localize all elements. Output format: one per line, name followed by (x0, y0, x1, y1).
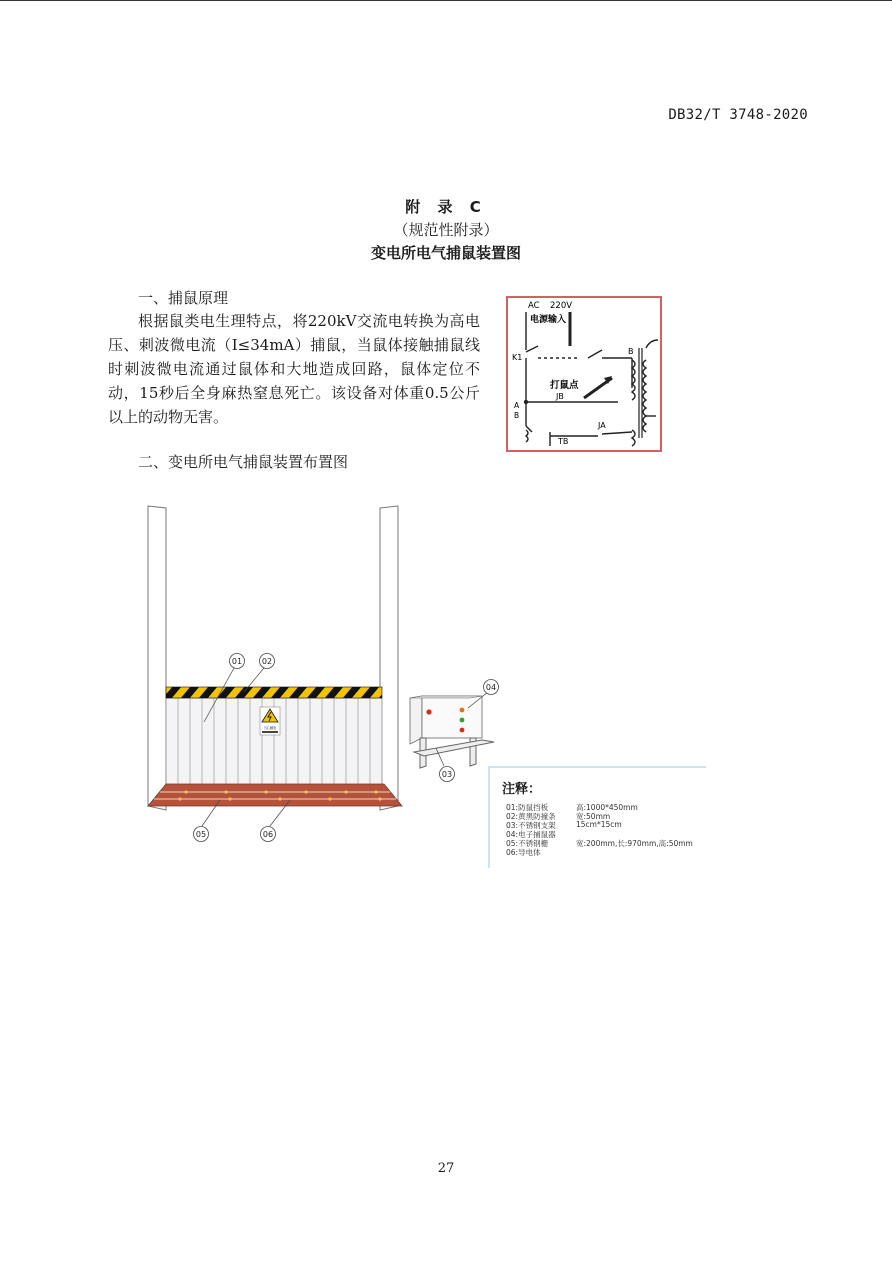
note-spec: 宽:50mm (576, 812, 611, 821)
callout-03: 03 (441, 770, 453, 779)
notes-title: 注释： (502, 782, 542, 797)
section-1-heading: 一、捕鼠原理 (138, 289, 229, 307)
note-label: 05:不锈钢栅 (506, 839, 549, 848)
section-2-heading: 二、变电所电气捕鼠装置布置图 (138, 453, 349, 471)
circuit-label-jb: JB (556, 392, 564, 401)
note-label: 02:黄黑防撞条 (506, 812, 556, 821)
appendix-type: （规范性附录） (393, 221, 499, 239)
note-spec: 宽:200mm,长:970mm,高:50mm (576, 839, 693, 848)
conductive-grating (148, 784, 402, 806)
circuit-label-ac: AC (528, 301, 540, 311)
wall-right (380, 506, 398, 810)
notes-legend (488, 766, 706, 868)
note-label: 03:不锈钢支架 (506, 821, 556, 830)
callout-02: 02 (261, 657, 273, 666)
circuit-label-tb: TB (558, 437, 569, 446)
page-number: 27 (437, 1161, 455, 1176)
hazard-stripe (166, 687, 382, 698)
note-label: 06:导电体 (506, 848, 541, 857)
circuit-label-voltage: 220V (550, 301, 573, 311)
circuit-label-ja: JA (598, 421, 606, 430)
circuit-label-k1: K1 (512, 353, 523, 362)
note-item (506, 847, 541, 858)
note-spec: 15cm*15cm (576, 820, 622, 829)
warning-sign-text: 当心触电 (263, 726, 277, 730)
callout-04: 04 (485, 683, 497, 692)
circuit-label-a: A (514, 401, 520, 410)
electronic-rat-trap (410, 696, 482, 744)
note-spec: 高:1000*450mm (576, 803, 638, 812)
appendix-name: 变电所电气捕鼠装置图 (370, 244, 521, 262)
circuit-label-b-left: B (514, 411, 520, 420)
note-label: 01:防鼠挡板 (506, 803, 549, 812)
circuit-label-strike-point: 打鼠点 (550, 380, 579, 391)
callout-06: 06 (262, 830, 274, 839)
wall-left (148, 506, 166, 810)
steel-stand (414, 738, 494, 768)
standard-number: DB32/T 3748-2020 (668, 107, 808, 123)
circuit-diagram (506, 296, 662, 452)
circuit-label-b-top: B (628, 347, 634, 356)
top-border-line (0, 0, 892, 1)
appendix-title: 附 录 C (405, 198, 487, 216)
note-label: 04:电子捕鼠器 (506, 830, 556, 839)
circuit-label-power-input: 电源输入 (530, 315, 567, 325)
section-1-body: 根据鼠类电生理特点，将220kV交流电转换为高电压、刺波微电流（I≤34mA）捕鼠，当鼠体接触捕鼠线时刺波微电流通过鼠体和大地造成回路，鼠体定位不动，15秒后全身麻热窒息死亡。该设备对体重0.5公斤以上的动物无害。 (108, 312, 480, 426)
callout-01: 01 (231, 657, 243, 666)
electric-warning-sign (260, 707, 280, 735)
callout-05: 05 (195, 830, 207, 839)
